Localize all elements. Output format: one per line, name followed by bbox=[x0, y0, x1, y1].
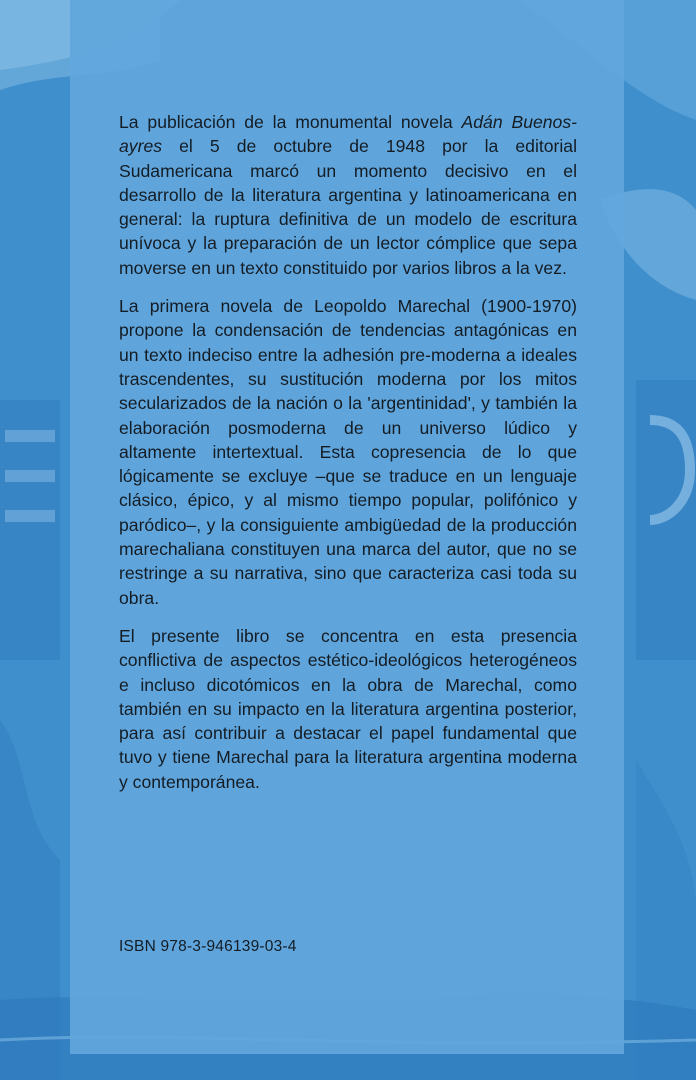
paragraph-1-lead: La publicación de la monumental novela bbox=[119, 112, 462, 132]
isbn: ISBN 978-3-946139-03-4 bbox=[119, 938, 297, 955]
paragraph-1-rest: el 5 de octubre de 1948 por la editorial Sudamericana marcó un momento decisivo en el desarrollo de la literatura argentina y latinoamericana en general: la ruptura definitiva de un modelo de escritura unívoca y la preparación de un lector cómplice que sepa moverse en un texto constituido por varios libros a la vez. bbox=[119, 136, 577, 278]
synopsis bbox=[119, 110, 577, 808]
paragraph-1 bbox=[119, 110, 577, 280]
paragraph-3: El presente libro se concentra en esta presencia conflictiva de aspectos estético-ideológicos heterogéneos e incluso dicotómicos en la obra de Marechal, como también en su impacto en la literatura argentina posterior, para así contribuir a destacar el papel fundamental que tuvo y tiene Marechal para la literatura argentina moderna y contemporánea. bbox=[119, 625, 577, 792]
paragraph-2: La primera novela de Leopoldo Marechal (1900-1970) propone la condensación de tendencias antagónicas en un texto indeciso entre la adhesión pre-moderna a ideales trascendentes, su sustitución moderna por los mitos secularizados de la nación o la 'argentinidad', y también la elaboración posmoderna de un universo lúdico y altamente intertextual. Esta copresencia de lo que lógicamente se excluye –que se traduce en un lenguaje clásico, épico, y al mismo tiempo popular, polifónico y paródico–, y la consiguiente ambigüedad de la producción marechaliana constituyen una marca del autor, que no se restringe a su narrativa, sino que caracteriza casi toda su obra. bbox=[119, 296, 577, 608]
novel-title: Adán Buenos-ayres bbox=[119, 112, 577, 157]
